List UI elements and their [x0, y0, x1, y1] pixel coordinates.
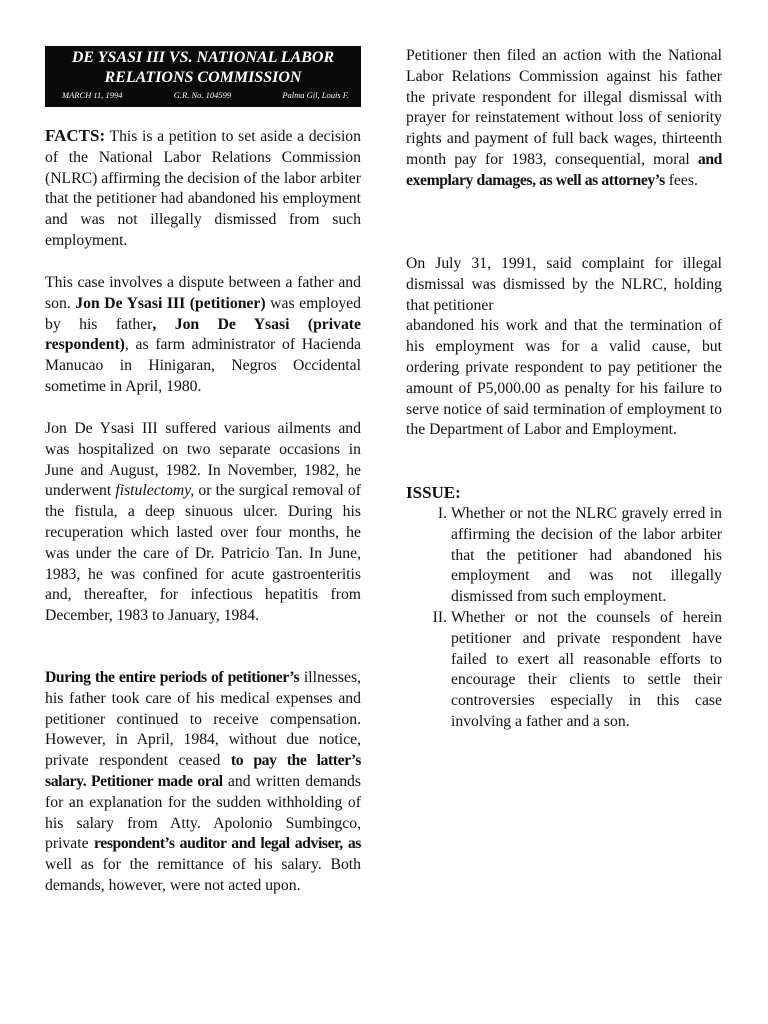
case-title-box [45, 46, 361, 107]
respondent-name: , Jon De Ysasi (private respondent) [45, 315, 361, 354]
issue-item: I. Whether or not the NLRC gravely erred in affirming the decision of the labor arbiter that the petitioner had abandoned his employment and was not illegally dismissed from such employment. [406, 504, 722, 608]
issue-number: II. [432, 608, 447, 626]
facts-heading: FACTS: [45, 126, 106, 145]
facts-paragraph-3: Jon De Ysasi III suffered various ailments and was hospitalized on two separate occasions in June and August, 1982. In November, 1982, he underwent fistulectomy, or the surgical removal of the fistula, a deep sinuous ulcer. During his recuperation which lasted over four months, he was under the care of Dr. Patricio Tan. In June, 1983, he was confined for acute gastroenteritis and, thereafter, for infectious hepatitis from December, 1983 to January, 1984. [45, 420, 361, 625]
case-date: MARCH 11, 1994 [62, 90, 123, 100]
issue-heading: ISSUE: [406, 483, 461, 502]
facts-paragraph-2: This case involves a dispute between a father and son. Jon De Ysasi III (petitioner) was employed by his father, Jon De Ysasi (private respondent), as farm administrator of Hacienda Manucao in Hinigaran, Negros Occidental sometime in April, 1980. [45, 274, 361, 395]
case-meta [45, 88, 361, 101]
facts-paragraph-1: FACTS: This is a petition to set aside a decision of the National Labor Relations Commission (NLRC) affirming the decision of the labor arbiter that the petitioner had abandoned his employment and was not illegally dismissed from such employment. [45, 126, 361, 249]
case-gr-number: G.R. No. 104599 [173, 90, 232, 100]
case-ponente: Palma Gil, Louis F. [282, 90, 349, 100]
facts-paragraph-6: On July 31, 1991, said complaint for illegal dismissal was dismissed by the NLRC, holding that petitioner abandoned his work and that the termination of his employment was for a valid cause, but ordering private respondent to pay petitioner the amount of P5,000.00 as penalty for his failure to serve notice of said termination of employment to the Department of Labor and Employment. [406, 255, 722, 439]
issue-number: I. [437, 505, 447, 522]
case-title: DE YSASI III VS. NATIONAL LABOR RELATIONS COMMISSION [71, 49, 335, 86]
issue-item: II. Whether or not the counsels of herein petitioner and private respondent have failed to exert all reasonable efforts to encourage their clients to settle their controversies especially in this case involving a father and a son. [406, 608, 722, 733]
facts-paragraph-5: Petitioner then filed an action with the National Labor Relations Commission against his father the private respondent for illegal dismissal with prayer for reinstatement without loss of seniority rights and payment of full back wages, thirteenth month pay for 1983, consequential, moral and exemplary damages, as well as attorney’s fees. [406, 47, 722, 189]
facts-paragraph-4: During the entire periods of petitioner’s illnesses, his father took care of his medical expenses and petitioner continued to receive compensation. However, in April, 1984, without due notice, private respondent ceased to pay the latter’s salary. Petitioner made oral and written demands for an explanation for the sudden withholding of his salary from Atty. Apolonio Sumbingco, private respondent’s auditor and legal adviser, as well as for the remittance of his salary. Both demands, however, were not acted upon. [45, 669, 361, 894]
petitioner-name: Jon De Ysasi III (petitioner) [75, 294, 266, 312]
fistulectomy-term: fistulectomy, [115, 482, 195, 500]
issue-list [406, 504, 722, 733]
